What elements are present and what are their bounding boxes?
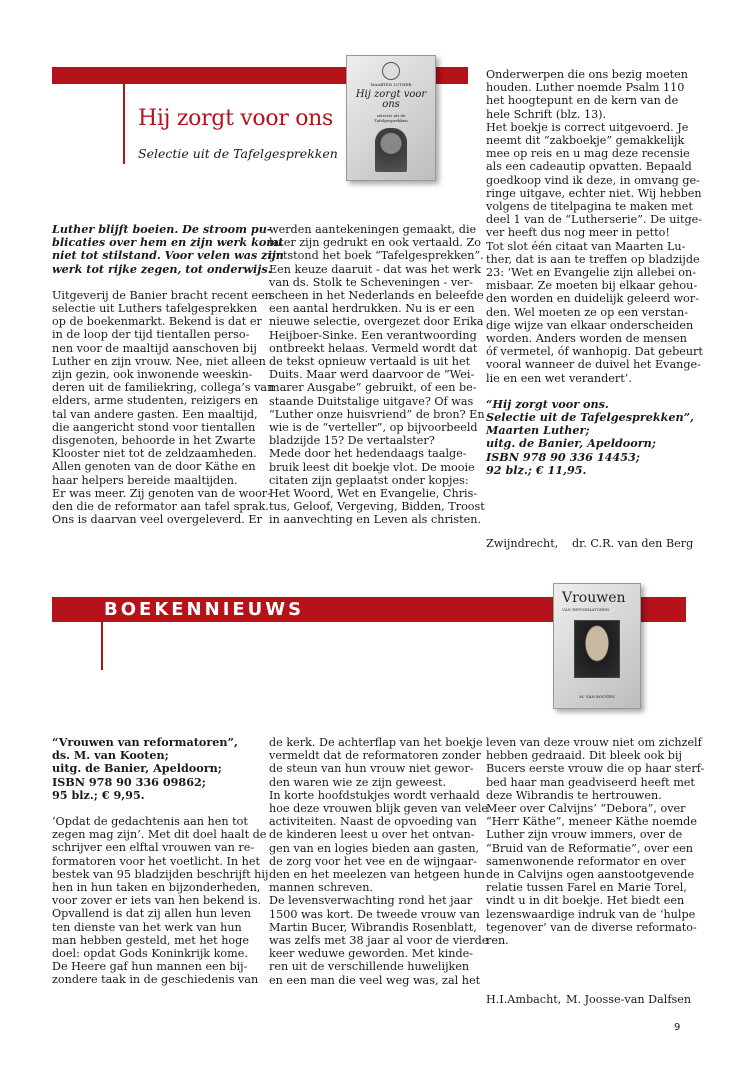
body-line: ‘Opdat de gedachtenis aan hen tot bbox=[52, 815, 248, 829]
section-white-block bbox=[54, 622, 102, 670]
body-line: disgenoten, behoorde in het Zwarte bbox=[52, 434, 256, 448]
body-line: op de boekenmarkt. Bekend is dat er bbox=[52, 315, 262, 329]
page-number: 9 bbox=[674, 1022, 681, 1033]
article2-signature-place: H.I.Ambacht, bbox=[486, 993, 562, 1006]
body-line: Luther en zijn vrouw. Nee, niet alleen bbox=[52, 354, 266, 368]
intro-line: niet tot stilstand. Voor velen was zijn bbox=[52, 248, 284, 263]
body-line: leven van deze vrouw niet om zichzelf bbox=[486, 736, 702, 749]
body-line: een aantal herdrukken. Nu is er een bbox=[269, 302, 475, 316]
body-line: de kerk. De achterflap van het boekje bbox=[269, 736, 483, 749]
body-line: vermeldt dat de reformatoren zonder bbox=[269, 749, 481, 763]
article1-intro bbox=[52, 222, 284, 276]
body-line: haar helpers bereide maaltijden. bbox=[52, 473, 238, 487]
body-line: “Bruid van de Reformatie”, over een bbox=[486, 841, 693, 855]
header-white-block-1 bbox=[54, 84, 124, 164]
body-line: schrijver een elftal vrouwen van re- bbox=[52, 841, 255, 855]
body-line: formatoren voor het voetlicht. In het bbox=[52, 854, 260, 868]
body-line: selectie uit Luthers tafelgesprekken bbox=[52, 302, 258, 316]
cover2-subtitle: VAN REFORMATOREN bbox=[562, 607, 610, 612]
body-line: de tekst opnieuw vertaald is uit het bbox=[269, 355, 471, 369]
book-cover-hij-zorgt bbox=[346, 55, 436, 181]
body-line: tal van andere gasten. Een maaltijd, bbox=[52, 407, 258, 421]
body-line: Martin Bucer, Wibrandis Rosenblatt, bbox=[269, 920, 477, 934]
body-line: lezenswaardige indruk van de ‘hulpe bbox=[486, 907, 696, 921]
bib-line: Selectie uit de Tafelgesprekken”, bbox=[486, 410, 694, 425]
bib-line: “Vrouwen van reformatoren”, bbox=[52, 735, 238, 749]
body-line: 23: ‘Wet en Evangelie zijn allebei on- bbox=[486, 266, 697, 280]
intro-line: Luther blijft boeien. De stroom pu- bbox=[52, 222, 272, 236]
body-line: bed haar man geadviseerd heeft met bbox=[486, 775, 695, 789]
body-line: zegen mag zijn’. Met dit doel haalt de bbox=[52, 828, 267, 842]
article2-column-1 bbox=[52, 735, 269, 987]
cover-subtitle: selectie uit de Tafelgesprekken bbox=[374, 113, 408, 123]
body-line: samenwonende reformator en over bbox=[486, 854, 686, 868]
body-line: Het boekje is correct uitgevoerd. Je bbox=[486, 120, 689, 134]
body-line: Meer over Calvijns’ “Debora”, over bbox=[486, 802, 686, 816]
body-line: Het Woord, Wet en Evangelie, Chris- bbox=[269, 487, 478, 501]
body-line: hebben gedraaid. Dit bleek ook bij bbox=[486, 749, 682, 763]
body-line: mannen schreven. bbox=[269, 881, 373, 895]
bib-line: 95 blz.; € 9,95. bbox=[52, 787, 145, 802]
body-line: zijn gezin, ook inwonende weeskin- bbox=[52, 368, 253, 382]
body-line: gen van en logies bieden aan gasten, bbox=[269, 841, 480, 855]
body-line: goedkoop vind ik deze, in omvang ge- bbox=[486, 173, 700, 187]
body-line: deel 1 van de “Lutherserie”. De uitge- bbox=[486, 213, 703, 227]
article2-column-2 bbox=[269, 736, 489, 987]
article1-body-3 bbox=[486, 68, 703, 385]
body-line: marer Ausgabe” gebruikt, of een be- bbox=[269, 381, 477, 395]
body-line: het hoogtepunt en de kern van de bbox=[486, 94, 679, 108]
body-line: en een man die veel weg was, zal het bbox=[269, 973, 481, 987]
body-line: hoe deze vrouwen blijk geven van vele bbox=[269, 802, 489, 816]
cover-emblem-icon bbox=[382, 62, 400, 80]
body-line: zondere taak in de geschiedenis van bbox=[52, 973, 259, 987]
body-line: ther, dat is aan te treffen op bladzijde bbox=[486, 252, 700, 266]
body-line: Uitgeverij de Banier bracht recent een bbox=[52, 288, 272, 302]
body-line: den die de reformator aan tafel sprak. bbox=[52, 500, 269, 514]
body-line: 1500 was kort. De tweede vrouw van bbox=[269, 907, 480, 921]
book-cover-vrouwen bbox=[553, 583, 641, 709]
bib-line: ISBN 978 90 336 09862; bbox=[52, 774, 206, 789]
article1-signature-name: dr. C.R. van den Berg bbox=[572, 537, 694, 550]
cover2-title: Vrouwen bbox=[562, 590, 626, 606]
body-line: later zijn gedrukt en ook vertaald. Zo bbox=[269, 236, 481, 250]
body-line: relatie tussen Farel en Marie Torel, bbox=[486, 881, 687, 895]
section-title: BOEKENNIEUWS bbox=[104, 599, 305, 620]
body-line: de zorg voor het vee en de wijngaar- bbox=[269, 854, 477, 868]
bib-line: “Hij zorgt voor ons. bbox=[486, 396, 609, 411]
body-line: Een keuze daaruit - dat was het werk bbox=[269, 262, 481, 276]
body-line: neemt dit “zakboekje” gemakkelijk bbox=[486, 134, 685, 148]
header-red-line-1 bbox=[123, 84, 125, 164]
article1-bibliography bbox=[486, 396, 694, 477]
body-line: ver heeft dus nog meer in petto! bbox=[486, 226, 670, 240]
bib-line: ds. M. van Kooten; bbox=[52, 748, 169, 763]
body-line: tegenover’ van de diverse reformato- bbox=[486, 920, 697, 934]
body-line: “Luther onze huisvriend” de bron? En bbox=[269, 407, 485, 421]
body-line: Ons is daarvan veel overgeleverd. Er bbox=[52, 513, 262, 527]
body-line: in aanvechting en Leven als christen. bbox=[269, 513, 481, 527]
body-line: vindt u in dit boekje. Het biedt een bbox=[486, 894, 685, 908]
body-line: ringe uitgave, echter niet. Wij hebben bbox=[486, 186, 702, 200]
cover-title: Hij zorgt voor ons bbox=[355, 89, 427, 110]
body-line: elders, arme studenten, reizigers en bbox=[52, 394, 259, 408]
body-line: citaten zijn geplaatst onder kopjes: bbox=[269, 473, 469, 487]
body-line: houden. Luther noemde Psalm 110 bbox=[486, 81, 685, 95]
body-line: als een cadeautip opvatten. Bepaald bbox=[486, 160, 692, 174]
article1-column-2 bbox=[269, 223, 485, 527]
body-line: de kinderen leest u over het ontvan- bbox=[269, 828, 475, 842]
body-line: ren. bbox=[486, 934, 509, 948]
body-line: Allen genoten van de door Käthe en bbox=[52, 460, 256, 474]
cover-author: MAARTEN LUTHER bbox=[370, 82, 412, 87]
body-line: Heijboer-Sinke. Een verantwoording bbox=[269, 328, 477, 342]
body-line: “Herr Käthe”, meneer Käthe noemde bbox=[486, 815, 697, 829]
article2-body-3 bbox=[486, 736, 705, 948]
body-line: den waren wie ze zijn geweest. bbox=[269, 775, 447, 789]
article2-bibliography bbox=[52, 736, 252, 802]
body-line: bestek van 95 bladzijden beschrijft hij bbox=[52, 867, 269, 881]
article-title: Hij zorgt voor ons bbox=[138, 106, 334, 131]
body-line: vooral wanneer de duivel het Evange- bbox=[486, 358, 701, 372]
body-line: was zelfs met 38 jaar al voor de vierde bbox=[269, 934, 489, 948]
body-line: in de loop der tijd tientallen perso- bbox=[52, 328, 250, 342]
body-line: mee op reis en u mag deze recensie bbox=[486, 147, 690, 161]
body-line: den en het meelezen van hetgeen hun bbox=[269, 868, 485, 882]
body-line: activiteiten. Naast de opvoeding van bbox=[269, 815, 477, 829]
body-line: dige wijze van elkaar onderscheiden bbox=[486, 318, 694, 332]
intro-line: blicaties over hem en zijn werk komt bbox=[52, 235, 284, 250]
body-line: scheen in het Nederlands en beleefde bbox=[269, 289, 484, 303]
bib-line: uitg. de Banier, Apeldoorn; bbox=[486, 436, 656, 451]
body-line: bladzijde 15? De vertaalster? bbox=[269, 434, 435, 448]
body-line: ontbreekt helaas. Vermeld wordt dat bbox=[269, 341, 478, 355]
body-line: Er was meer. Zij genoten van de woor- bbox=[52, 486, 271, 500]
cover2-author: M. VAN KOOTEN bbox=[579, 694, 615, 699]
body-line: Klooster niet tot de zeldzaamheden. bbox=[52, 447, 257, 461]
body-line: doel: opdat Gods Koninkrijk kome. bbox=[52, 947, 248, 961]
body-line: van ds. Stolk te Scheveningen - ver- bbox=[269, 275, 473, 289]
article1-column-3 bbox=[486, 68, 703, 477]
body-line: den worden en duidelijk geleerd wor- bbox=[486, 292, 699, 306]
article-subtitle: Selectie uit de Tafelgesprekken bbox=[138, 146, 338, 161]
article2-column-3 bbox=[486, 736, 705, 948]
body-line: óf vermetel, óf wanhopig. Dat gebeurt bbox=[486, 345, 703, 359]
bib-line: Maarten Luther; bbox=[486, 423, 590, 438]
body-line: Onderwerpen die ons bezig moeten bbox=[486, 68, 689, 81]
body-line: ren uit de verschillende huwelijken bbox=[269, 960, 470, 974]
body-line: Bucers eerste vrouw die op haar sterf- bbox=[486, 762, 705, 776]
body-line: die aangericht stond voor tientallen bbox=[52, 420, 256, 434]
body-line: keer weduwe geworden. Met kinde- bbox=[269, 947, 474, 961]
body-line: In korte hoofdstukjes wordt verhaald bbox=[269, 788, 480, 802]
article1-body-1 bbox=[52, 288, 275, 527]
body-line: De levensverwachting rond het jaar bbox=[269, 894, 473, 908]
body-line: werden aantekeningen gemaakt, die bbox=[269, 223, 477, 236]
body-line: nen voor de maaltijd aanschoven bij bbox=[52, 341, 257, 355]
section-red-line bbox=[101, 622, 103, 670]
article1-body-2 bbox=[269, 223, 485, 527]
intro-line: werk tot rijke zegen, tot onderwijs. bbox=[52, 261, 272, 276]
bib-line: 92 blz.; € 11,95. bbox=[486, 462, 587, 477]
body-line: Opvallend is dat zij allen hun leven bbox=[52, 907, 252, 921]
body-line: de in Calvijns ogen aanstootgevende bbox=[486, 868, 695, 882]
body-line: deze Wibrandis te hertrouwen. bbox=[486, 788, 662, 802]
body-line: ontstond het boek “Tafelgesprekken”. bbox=[269, 249, 484, 263]
body-line: wie is de “verteller”, op bijvoorbeeld bbox=[269, 421, 478, 435]
body-line: Luther zijn vrouw immers, over de bbox=[486, 828, 683, 842]
body-line: Mede door het hedendaags taalge- bbox=[269, 447, 467, 461]
body-line: staande Duitstalige uitgave? Of was bbox=[269, 394, 474, 408]
body-line: Tot slot één citaat van Maarten Lu- bbox=[486, 239, 686, 253]
body-line: worden. Anders worden de mensen bbox=[486, 332, 688, 346]
body-line: lie en een wet verandert’. bbox=[486, 371, 632, 385]
body-line: deren uit de familiekring, collega’s van bbox=[52, 381, 275, 395]
body-line: Duits. Maar werd daarvoor de ”Wei- bbox=[269, 368, 475, 382]
body-line: voor zover er iets van hen bekend is. bbox=[52, 894, 262, 908]
article2-signature-name: M. Joosse-van Dalfsen bbox=[566, 993, 692, 1006]
body-line: tus, Geloof, Vergeving, Bidden, Troost bbox=[269, 500, 485, 514]
article1-signature-place: Zwijndrecht, bbox=[486, 537, 559, 550]
body-line: de steun van hun vrouw niet gewor- bbox=[269, 762, 474, 776]
body-line: man hebben gesteld, met het hoge bbox=[52, 933, 249, 947]
body-line: hele Schrift (blz. 13). bbox=[486, 107, 607, 121]
body-line: misbaar. Ze moeten bij elkaar gehou- bbox=[486, 279, 698, 293]
body-line: ten dienste van het werk van hun bbox=[52, 920, 242, 934]
body-line: hen in hun taken en bijzonderheden, bbox=[52, 881, 261, 895]
bib-line: ISBN 978 90 336 14453; bbox=[486, 449, 640, 464]
cover2-portrait bbox=[574, 620, 620, 678]
body-line: De Heere gaf hun mannen een bij- bbox=[52, 960, 248, 974]
body-line: den. Wel moeten ze op een verstan- bbox=[486, 305, 688, 319]
article1-column-1 bbox=[52, 222, 284, 527]
body-line: volgens de titelpagina te maken met bbox=[486, 200, 693, 214]
body-line: nieuwe selectie, overgezet door Erika bbox=[269, 315, 484, 329]
body-line: bruik leest dit boekje vlot. De mooie bbox=[269, 460, 475, 474]
bib-line: uitg. de Banier, Apeldoorn; bbox=[52, 761, 222, 776]
article2-body-2 bbox=[269, 736, 489, 987]
article2-body-1 bbox=[52, 815, 269, 987]
cover-portrait bbox=[375, 128, 407, 172]
